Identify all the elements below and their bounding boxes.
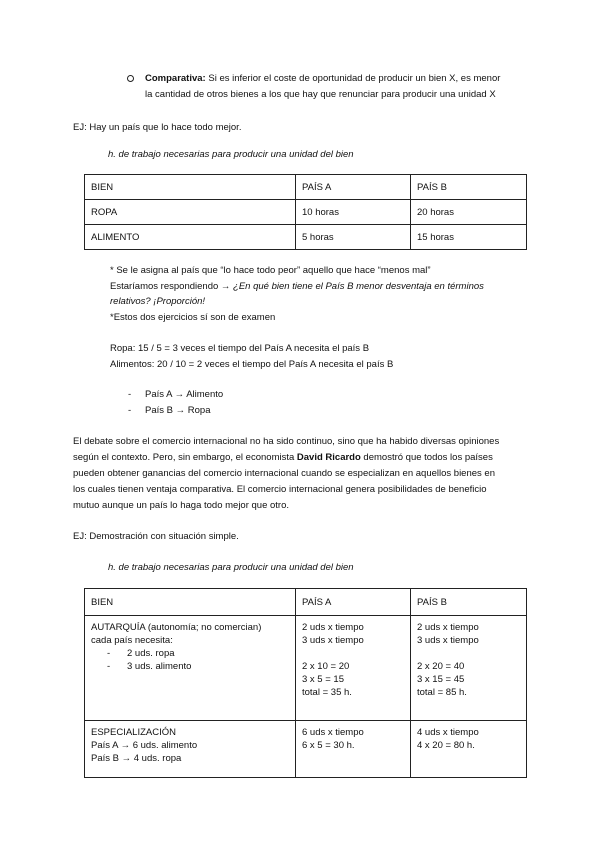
table-row bbox=[85, 721, 527, 778]
table-row bbox=[85, 200, 527, 225]
dash-bullet: - bbox=[128, 389, 132, 400]
especializacion-b-cell bbox=[411, 721, 527, 778]
table-header: PAÍS A bbox=[296, 589, 411, 616]
especializacion-line: País A → 6 uds. alimento bbox=[91, 740, 198, 751]
calc-ropa: Ropa: 15 / 5 = 3 veces el tiempo del País A necesita el país B bbox=[110, 343, 370, 354]
paragraph-line4: los cuales tienen ventaja comparativa. El comercio internacional genera posibilidades de beneficio bbox=[73, 484, 487, 495]
calc-line: 6 uds x tiempo bbox=[302, 727, 364, 738]
calc-line: 3 x 5 = 15 bbox=[302, 674, 344, 685]
comparativa-label: Comparativa: bbox=[145, 73, 206, 84]
especializacion-line: País B → 4 uds. ropa bbox=[91, 753, 182, 764]
calc-line: 3 uds x tiempo bbox=[417, 635, 479, 646]
autarquia-a-cell bbox=[296, 616, 411, 721]
table-cell: ALIMENTO bbox=[85, 225, 296, 250]
assign-a: País A → Alimento bbox=[145, 389, 224, 400]
table1-caption: h. de trabajo necesarias para producir una unidad del bien bbox=[108, 149, 354, 160]
note-line2-question: ¿En qué bien tiene el País B menor desventaja en términos bbox=[233, 281, 484, 292]
table-cell: 5 horas bbox=[296, 225, 411, 250]
example-1-heading: EJ: Hay un país que lo hace todo mejor. bbox=[73, 122, 242, 133]
note-line3: relativos? ¡Proporción! bbox=[110, 296, 206, 307]
especializacion-title: ESPECIALIZACIÓN bbox=[91, 727, 176, 738]
autarquia-cell bbox=[85, 616, 296, 721]
autarquia-item: - 3 uds. alimento bbox=[107, 661, 192, 672]
note-line2 bbox=[110, 281, 484, 292]
comparativa-line2: la cantidad de otros bienes a los que hay que renunciar para producir una unidad X bbox=[145, 89, 496, 100]
calc-alimentos: Alimentos: 20 / 10 = 2 veces el tiempo del País A necesita el país B bbox=[110, 359, 394, 370]
assign-b: País B → Ropa bbox=[145, 405, 211, 416]
autarquia-b-cell bbox=[411, 616, 527, 721]
table-cell: ROPA bbox=[85, 200, 296, 225]
calc-line: 3 x 15 = 45 bbox=[417, 674, 465, 685]
example-2-heading: EJ: Demostración con situación simple. bbox=[73, 531, 239, 542]
note-line4: *Estos dos ejercicios sí son de examen bbox=[110, 312, 276, 323]
paragraph-line3: pueden obtener ganancias del comercio internacional cuando se especializan en aquellos bienes en bbox=[73, 468, 495, 479]
autarquia-item-text: 3 uds. alimento bbox=[127, 661, 192, 672]
table-header: BIEN bbox=[85, 589, 296, 616]
note-line1: * Se le asigna al país que “lo hace todo peor” aquello que hace “menos mal” bbox=[110, 265, 431, 276]
calc-line: total = 85 h. bbox=[417, 687, 467, 698]
hours-table-1 bbox=[84, 174, 527, 250]
calc-line: 4 uds x tiempo bbox=[417, 727, 479, 738]
note-line2-text: Estaríamos respondiendo → bbox=[110, 281, 234, 292]
paragraph-line2-end: demostró que todos los países bbox=[360, 452, 493, 463]
calc-line: 6 x 5 = 30 h. bbox=[302, 740, 355, 751]
table-row bbox=[85, 175, 527, 200]
comparativa-text: Si es inferior el coste de oportunidad de producir un bien X, es menor bbox=[205, 73, 501, 84]
autarquia-item-text: 2 uds. ropa bbox=[127, 648, 175, 659]
calc-line: 2 uds x tiempo bbox=[302, 622, 364, 633]
table-header: PAÍS A bbox=[296, 175, 411, 200]
table-row bbox=[85, 589, 527, 616]
paragraph-line2 bbox=[73, 452, 493, 463]
table-cell: 10 horas bbox=[296, 200, 411, 225]
especializacion-a-cell bbox=[296, 721, 411, 778]
paragraph-line1: El debate sobre el comercio internacional no ha sido continuo, sino que ha habido diversas opiniones bbox=[73, 436, 500, 447]
table2-caption: h. de trabajo necesarias para producir una unidad del bien bbox=[108, 562, 354, 573]
autarquia-subtitle: cada país necesita: bbox=[91, 635, 173, 646]
especializacion-cell bbox=[85, 721, 296, 778]
table-row bbox=[85, 225, 527, 250]
calc-line: total = 35 h. bbox=[302, 687, 352, 698]
dash-bullet: - bbox=[128, 405, 132, 416]
paragraph-bold-name: David Ricardo bbox=[296, 452, 361, 463]
calc-line: 4 x 20 = 80 h. bbox=[417, 740, 475, 751]
table-row bbox=[85, 616, 527, 721]
table-cell: 15 horas bbox=[411, 225, 527, 250]
calc-line: 3 uds x tiempo bbox=[302, 635, 364, 646]
circle-bullet-icon bbox=[127, 75, 134, 82]
table-header: PAÍS B bbox=[411, 589, 527, 616]
calc-line: 2 x 10 = 20 bbox=[302, 661, 350, 672]
hours-table-2 bbox=[84, 588, 527, 778]
table-header: BIEN bbox=[85, 175, 296, 200]
calc-line: 2 x 20 = 40 bbox=[417, 661, 465, 672]
autarquia-item: - 2 uds. ropa bbox=[107, 648, 175, 659]
autarquia-title: AUTARQUÍA (autonomía; no comercian) bbox=[91, 622, 262, 633]
paragraph-line5: mutuo aunque un país lo haga todo mejor que otro. bbox=[73, 500, 290, 511]
table-cell: 20 horas bbox=[411, 200, 527, 225]
calc-line: 2 uds x tiempo bbox=[417, 622, 479, 633]
paragraph-line2-text: según el contexto. Pero, sin embargo, el economista bbox=[73, 452, 297, 463]
comparativa-line1 bbox=[145, 73, 500, 84]
table-header: PAÍS B bbox=[411, 175, 527, 200]
